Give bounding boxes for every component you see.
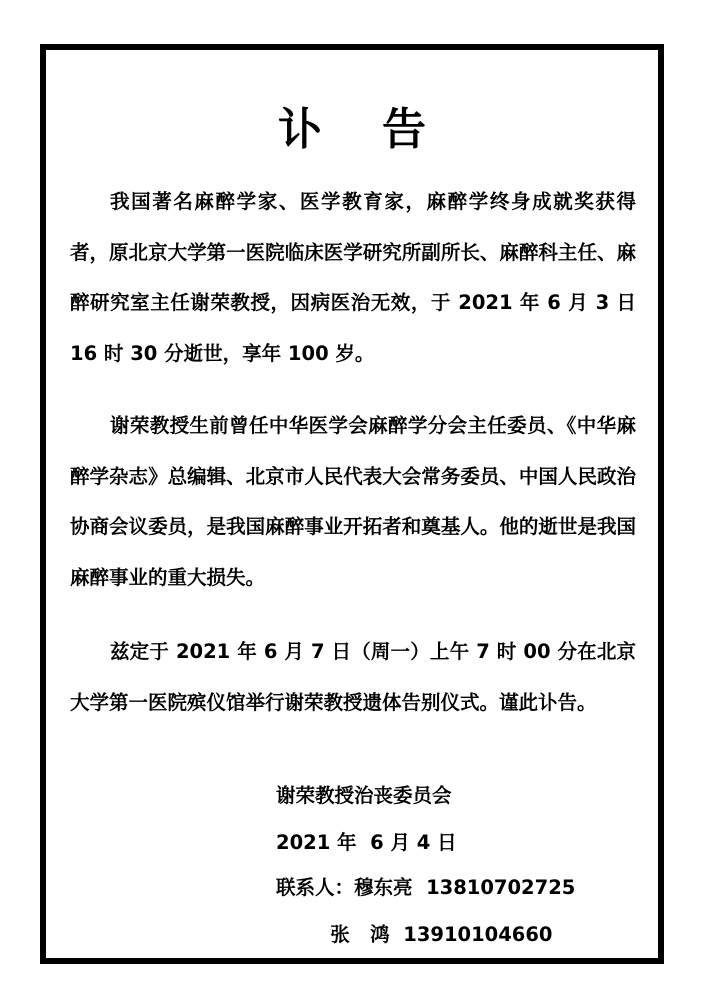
notice-paragraph-1: 我国著名麻醉学家、医学教育家，麻醉学终身成就奖获得者，原北京大学第一医院临床医学研究所副所长、麻醉科主任、麻醉研究室主任谢荣教授，因病医治无效，于 2021 年 6 月 3 日 16 时 30 分逝世，享年 100 岁。 xyxy=(70,190,636,365)
notice-paragraph-3: 兹定于 2021 年 6 月 7 日（周一）上午 7 时 00 分在北京大学第一医院殡仪馆举行谢荣教授遗体告别仪式。谨此讣告。 xyxy=(70,640,636,714)
signature-contact-2: 张 鸿 13910104660 xyxy=(276,923,553,946)
notice-frame xyxy=(40,44,664,964)
notice-paragraph-2: 谢荣教授生前曾任中华医学会麻醉学分会主任委员、《中华麻醉学杂志》总编辑、北京市人民代表大会常务委员、中国人民政治协商会议委员，是我国麻醉事业开拓者和奠基人。他的逝世是我国麻醉事业的重大损失。 xyxy=(70,414,636,589)
signature-committee: 谢荣教授治丧委员会 xyxy=(276,784,452,807)
signature-contact: 联系人：穆东亮 13810702725 xyxy=(276,876,576,899)
signature-date: 2021 年 6 月 4 日 xyxy=(276,831,457,854)
notice-title: 讣告 xyxy=(278,104,486,155)
